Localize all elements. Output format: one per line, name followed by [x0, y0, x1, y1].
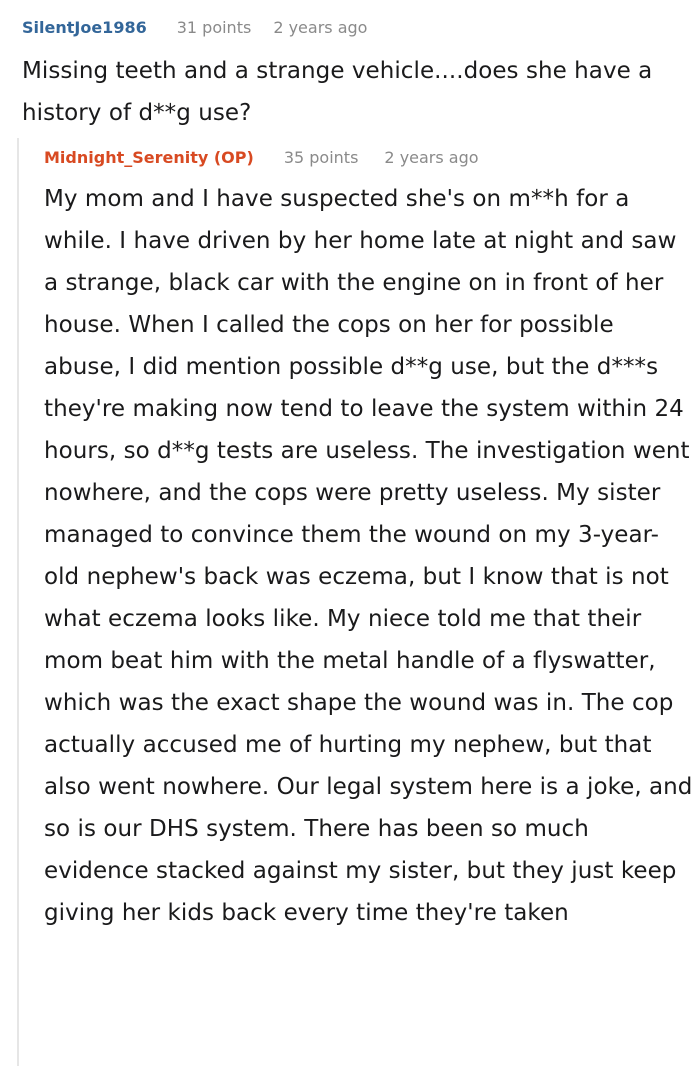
comment-timestamp[interactable]: 2 years ago	[273, 18, 368, 37]
comment-author-link[interactable]: SilentJoe1986	[22, 18, 147, 37]
comment-meta	[22, 18, 692, 42]
reply-body: My mom and I have suspected she's on m**h for a while. I have driven by her home late at night and saw a strange, black car with the engine on in front of her house. When I called the cops on her for possible abuse, I did mention possible d**g use, but the d***s they're making now tend to leave the system within 24 hours, so d**g tests are useless. The investigation went nowhere, and the cops were pretty useless. My sister managed to convince them the wound on my 3-year-old nephew's back was eczema, but I know that is not what eczema looks like. My niece told me that their mom beat him with the metal handle of a flyswatter, which was the exact shape the wound was in. The cop actually accused me of hurting my nephew, but that also went nowhere. Our legal system here is a joke, and so is our DHS system. There has been so much evidence stacked against my sister, but they just keep giving her kids back every time they're taken	[44, 186, 693, 926]
reply-meta	[44, 148, 694, 172]
comment	[22, 18, 692, 134]
comment-body: Missing teeth and a strange vehicle....does she have a history of d**g use?	[22, 58, 653, 126]
reply-author-link-op[interactable]: Midnight_Serenity (OP)	[44, 148, 254, 167]
reply-comment	[44, 148, 694, 934]
reply-points: 35 points	[283, 148, 359, 167]
comment-points: 31 points	[176, 18, 252, 37]
reply-thread-line[interactable]	[17, 138, 700, 1066]
reply-timestamp[interactable]: 2 years ago	[384, 148, 479, 167]
